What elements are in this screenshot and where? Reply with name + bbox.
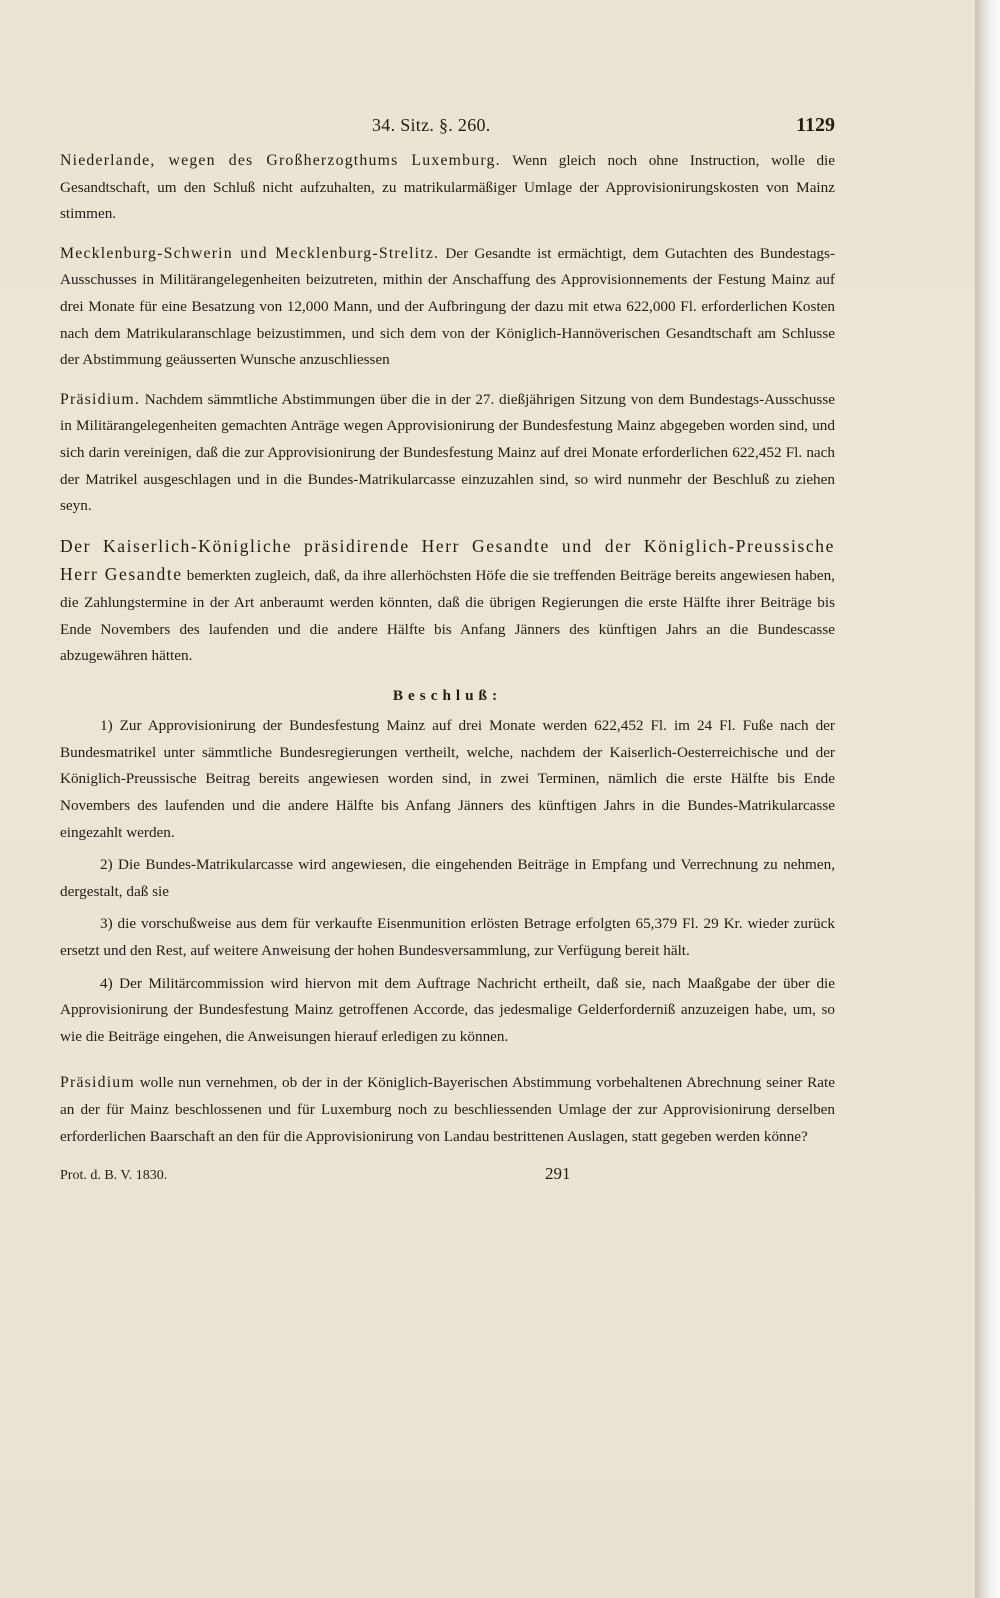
resolution-heading: Beschluß: <box>392 686 503 704</box>
resolution-item: 4) Der Militärcommission wird hiervon mit dem Auftrage Nachricht ertheilt, daß sie, nach Maaßgabe der über die Approvisionirung der Bundesfestung Mainz getroffenen Accorde, das jedesmalige Gelderforderniß anzuzeigen habe, um, so wie die Beiträge eingehen, die Anweisungen hierauf erledigen zu können. <box>60 974 835 1045</box>
page-footer <box>60 1163 835 1191</box>
resolution-item: 2) Die Bundes-Matrikularcasse wird angewiesen, die eingehenden Beiträge in Empfang und Verrechnung zu nehmen, dergestalt, daß sie <box>60 856 835 900</box>
resolution-item: 1) Zur Approvisionirung der Bundesfestung Mainz auf drei Monate werden 622,452 Fl. im 24 Fl. Fuße nach der Bundesmatrikel unter sämmtliche Bundesregierungen vertheilt, welche, nachdem der Kaiserlich-Oesterreichische und der Königlich-Preussische Beitrag bereits angewiesen worden sind, in zwei Terminen, nämlich die erste Hälfte bis Ende Novembers des laufenden und die andere Hälfte bis Anfang Jänners des künftigen Jahrs in die Bundes-Matrikularcasse eingezahlt werden. <box>60 717 835 841</box>
paragraph-lead: Präsidium <box>60 1074 135 1092</box>
paragraph-lead: Niederlande, wegen des Großherzogthums Luxemburg. <box>60 152 501 169</box>
page-body <box>60 112 835 1191</box>
page-edge <box>975 0 1000 1598</box>
paragraph-mecklenburg <box>60 241 835 374</box>
paragraph-text: Nachdem sämmtliche Abstimmungen über die in der 27. dießjährigen Sitzung von dem Bundestags-Ausschusse in Militärangelegenheiten gemachten Anträge wegen Approvisionirung der Bundesfestung Mainz abgegeben worden sind, und sich darin vereinigen, daß die zur Approvisionirung der Bundesfestung Mainz auf drei Monate erforderlichen 622,452 Fl. nach der Matrikel ausgeschlagen und in die Bundes-Matrikularcasse einzuzahlen sind, so wird nunmehr der Beschluß zu ziehen seyn. <box>60 390 835 515</box>
paragraph-text: wolle nun vernehmen, ob der in der Königlich-Bayerischen Abstimmung vorbehaltenen Abrechnung seiner Rate an der für Mainz beschlossenen und für Luxemburg noch zu beschliessenden Umlage der zur Approvisionirung derselben erforderlichen Baarschaft an den für die Approvisionirung von Landau bestrittenen Auslagen, statt gegeben werden könne? <box>60 1074 835 1145</box>
paragraph-envoys <box>60 533 835 670</box>
resolution-item: 3) die vorschußweise aus dem für verkaufte Eisenmunition erlösten Betrage erfolgten 65,379 Fl. 29 Kr. wieder zurück ersetzt und den Rest, auf weitere Anweisung der hohen Bundesversammlung, zur Verfügung bereit hält. <box>60 915 835 960</box>
sheet-signature: 291 <box>545 1164 571 1184</box>
paragraph-text: Der Gesandte ist ermächtigt, dem Gutachten des Bundestags-Ausschusses in Militärangelegenheiten beizutreten, mithin der Anschaffung des Approvisionnements der Festung Mainz auf drei Monate für eine Besatzung von 12,000 Mann, und der Aufbringung der dazu mit etwa 622,000 Fl. erforderlichen Kosten nach dem Matrikularanschlage beizustimmen, und sich dem von der Königlich-Hannöverischen Gesandtschaft am Schlusse der Abstimmung geäusserten Wunsche anzuschliessen <box>60 244 835 369</box>
section-gap <box>60 1056 835 1070</box>
paragraph-lead: Mecklenburg-Schwerin und Mecklenburg-Strelitz. <box>60 244 440 262</box>
paragraph-praesidium <box>60 387 835 520</box>
paragraph-closing-question <box>60 1070 835 1150</box>
paragraph-lead: Präsidium. <box>60 390 141 408</box>
session-reference: 34. Sitz. §. 260. <box>372 115 491 135</box>
source-reference: Prot. d. B. V. 1830. <box>60 1168 168 1184</box>
paragraph-lead: Der Kaiserlich-Königliche präsidirende Herr Gesandte und der Königlich-Preussische Herr Gesandte <box>60 535 835 585</box>
paragraph-text: bemerkten zugleich, daß, da ihre allerhöchsten Höfe die sie treffenden Beiträge bereits angewiesen haben, die Zahlungstermine in der Art anberaumt werden könnten, daß die übrigen Regierungen die erste Hälfte ihrer Beiträge bis Ende Novembers des laufenden und die andere Hälfte bis Anfang Jänners des künftigen Jahrs an die Bundescasse abzugewähren hätten. <box>60 567 835 665</box>
paragraph-text: Wenn gleich noch ohne Instruction, wolle die Gesandtschaft, um den Schluß nicht aufzuhalten, zu matrikularmäßiger Umlage der Approvisionirungskosten von Mainz stimmen. <box>60 152 835 223</box>
running-header <box>60 112 835 148</box>
page-number: 1129 <box>796 114 835 136</box>
paragraph-luxemburg <box>60 148 835 228</box>
